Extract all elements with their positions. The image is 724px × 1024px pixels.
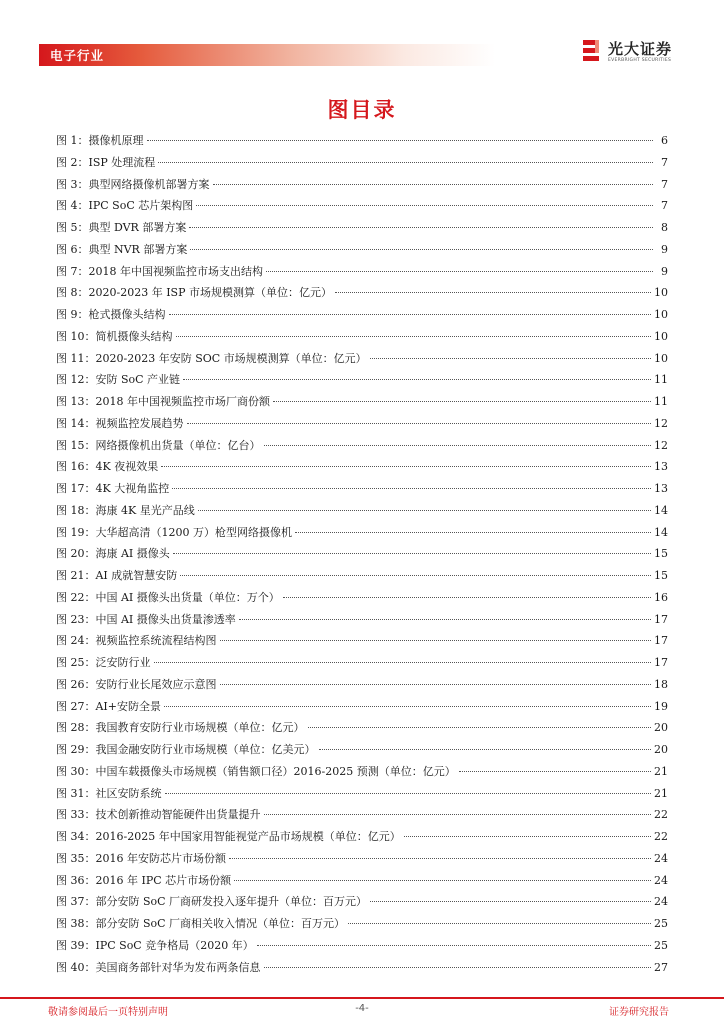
- toc-entry[interactable]: [56, 282, 668, 304]
- toc-entry-label: 图 24：视频监控系统流程结构图: [56, 634, 217, 648]
- toc-leader-dots: [459, 771, 651, 772]
- toc-leader-dots: [404, 836, 651, 837]
- toc-entry-page: 25: [654, 917, 668, 930]
- page-header: [0, 0, 724, 76]
- toc-entry-page: 8: [661, 221, 668, 234]
- toc-entry-label: 图 25：泛安防行业: [56, 656, 151, 669]
- toc-leader-dots: [190, 249, 653, 250]
- footer-disclaimer: 敬请参阅最后一页特别声明: [48, 1007, 168, 1018]
- toc-entry-page: 24: [654, 873, 668, 887]
- page-number: -4-: [355, 1003, 369, 1014]
- toc-entry-page: 10: [654, 308, 668, 321]
- toc-entry[interactable]: [56, 696, 668, 718]
- toc-entry[interactable]: [56, 826, 668, 848]
- toc-entry-label: 图 20：海康 AI 摄像头: [56, 547, 170, 561]
- toc-leader-dots: [220, 640, 652, 641]
- toc-entry[interactable]: [56, 565, 668, 587]
- toc-entry[interactable]: [56, 783, 668, 805]
- toc-entry[interactable]: [56, 717, 668, 739]
- toc-entry-page: 25: [654, 938, 668, 952]
- toc-entry[interactable]: [56, 435, 668, 457]
- toc-leader-dots: [273, 401, 651, 402]
- toc-entry-page: 14: [654, 525, 668, 539]
- toc-entry[interactable]: [56, 413, 668, 435]
- toc-entry-page: 22: [654, 808, 668, 822]
- toc-leader-dots: [308, 727, 652, 728]
- header-band: [39, 44, 495, 66]
- toc-leader-dots: [147, 140, 654, 141]
- toc-entry[interactable]: [56, 543, 668, 565]
- toc-entry-label: 图 23：中国 AI 摄像头出货量渗透率: [56, 612, 236, 626]
- toc-entry[interactable]: [56, 369, 668, 391]
- logo-name: 光大证券: [608, 40, 673, 58]
- toc-entry-label: 图 30：中国车载摄像头市场规模（销售额口径）2016-2025 预测（单位：亿元）: [56, 764, 456, 778]
- toc-entry-label: 图 22：中国 AI 摄像头出货量（单位：万个）: [56, 590, 280, 604]
- toc-leader-dots: [173, 553, 651, 554]
- footer-report-type: 证券研究报告: [609, 1007, 669, 1018]
- toc-entry-page: 12: [654, 416, 668, 430]
- toc-entry[interactable]: [56, 130, 668, 152]
- toc-entry[interactable]: [56, 957, 668, 979]
- toc-entry-label: 图 1：摄像机原理: [56, 134, 144, 147]
- toc-entry-page: 13: [654, 460, 668, 474]
- toc-leader-dots: [161, 466, 651, 467]
- toc-entry[interactable]: [56, 152, 668, 174]
- toc-entry-label: 图 17：4K 大视角监控: [56, 482, 170, 495]
- toc-leader-dots: [198, 510, 651, 511]
- toc-entry-label: 图 29：我国金融安防行业市场规模（单位：亿美元）: [56, 743, 316, 756]
- toc-entry-page: 27: [654, 960, 668, 974]
- toc-leader-dots: [187, 423, 652, 424]
- toc-leader-dots: [370, 358, 651, 359]
- toc-entry-page: 17: [654, 634, 668, 648]
- toc-entry-label: 图 9：枪式摄像头结构: [56, 308, 166, 321]
- toc-entry-label: 图 14：视频监控发展趋势: [56, 416, 184, 430]
- toc-entry[interactable]: [56, 674, 668, 696]
- toc-leader-dots: [154, 662, 652, 663]
- toc-entry[interactable]: [56, 478, 668, 500]
- toc-entry-label: 图 16：4K 夜视效果: [56, 460, 159, 474]
- toc-entry-label: 图 26：安防行业长尾效应示意图: [56, 677, 217, 691]
- toc-entry[interactable]: [56, 261, 668, 283]
- toc-leader-dots: [176, 336, 652, 337]
- toc-entry-label: 图 18：海康 4K 星光产品线: [56, 503, 195, 517]
- toc-entry-page: 9: [661, 242, 668, 256]
- toc-entry-label: 图 4：IPC SoC 芯片架构图: [56, 199, 194, 213]
- toc-entry-page: 17: [654, 656, 668, 669]
- toc-entry-label: 图 7：2018 年中国视频监控市场支出结构: [56, 264, 263, 278]
- toc-leader-dots: [370, 901, 651, 902]
- toc-entry-page: 7: [661, 177, 668, 191]
- toc-entry[interactable]: [56, 630, 668, 652]
- toc-entry-label: 图 27：AI+安防全景: [56, 699, 161, 713]
- toc-entry[interactable]: [56, 761, 668, 783]
- toc-leader-dots: [239, 619, 651, 620]
- toc-entry[interactable]: [56, 913, 668, 935]
- toc-entry-label: 图 39：IPC SoC 竞争格局（2020 年）: [56, 938, 254, 952]
- toc-entry[interactable]: [56, 891, 668, 913]
- toc-entry[interactable]: [56, 195, 668, 217]
- toc-entry-label: 图 15：网络摄像机出货量（单位：亿台）: [56, 438, 261, 452]
- toc-leader-dots: [266, 271, 653, 272]
- toc-entry-label: 图 6：典型 NVR 部署方案: [56, 242, 188, 256]
- toc-entry-label: 图 33：技术创新推动智能硬件出货量提升: [56, 808, 261, 822]
- toc-entry-page: 7: [661, 199, 668, 213]
- industry-label: 电子行业: [50, 48, 105, 63]
- toc-leader-dots: [180, 575, 651, 576]
- toc-leader-dots: [229, 858, 651, 859]
- toc-leader-dots: [234, 880, 651, 881]
- toc-entry[interactable]: [56, 870, 668, 892]
- toc-entry-label: 图 36：2016 年 IPC 芯片市场份额: [56, 873, 232, 887]
- toc-entry-page: 24: [654, 895, 668, 909]
- toc-entry-page: 10: [654, 351, 668, 365]
- toc-entry[interactable]: [56, 217, 668, 239]
- toc-entry-label: 图 5：典型 DVR 部署方案: [56, 221, 187, 234]
- toc-entry-page: 14: [654, 503, 668, 517]
- toc-leader-dots: [172, 488, 651, 489]
- toc-leader-dots: [158, 162, 653, 163]
- toc-entry-page: 22: [654, 830, 668, 843]
- toc-entry[interactable]: [56, 391, 668, 413]
- toc-leader-dots: [169, 314, 652, 315]
- toc-entry-page: 20: [654, 743, 668, 756]
- toc-entry[interactable]: [56, 522, 668, 544]
- toc-leader-dots: [189, 227, 653, 228]
- toc-entry-label: 图 11：2020-2023 年安防 SOC 市场规模测算（单位：亿元）: [56, 351, 367, 365]
- toc-leader-dots: [319, 749, 652, 750]
- company-logo: [581, 38, 691, 68]
- toc-leader-dots: [335, 292, 651, 293]
- toc-leader-dots: [196, 205, 653, 206]
- toc-entry[interactable]: [56, 804, 668, 826]
- toc-leader-dots: [183, 379, 651, 380]
- toc-entry-page: 10: [654, 329, 668, 343]
- toc-leader-dots: [164, 706, 651, 707]
- toc-entry-page: 7: [661, 155, 668, 169]
- logo-mark-icon: [581, 38, 601, 64]
- toc-entry[interactable]: [56, 304, 668, 326]
- toc-leader-dots: [264, 967, 652, 968]
- toc-leader-dots: [257, 945, 651, 946]
- toc-entry-page: 12: [654, 438, 668, 452]
- toc-entry[interactable]: [56, 500, 668, 522]
- toc-leader-dots: [165, 793, 652, 794]
- toc-entry[interactable]: [56, 174, 668, 196]
- toc-entry-page: 18: [654, 677, 668, 691]
- toc-leader-dots: [264, 445, 652, 446]
- toc-entry[interactable]: [56, 348, 668, 370]
- toc-entry-page: 6: [661, 134, 668, 147]
- footer-rule: [0, 997, 724, 999]
- toc-leader-dots: [295, 532, 651, 533]
- toc-leader-dots: [213, 184, 654, 185]
- toc-leader-dots: [283, 597, 651, 598]
- toc-entry-label: 图 21：AI 成就智慧安防: [56, 569, 178, 582]
- toc-entry-page: 11: [654, 373, 668, 387]
- toc-entry-page: 21: [654, 764, 668, 778]
- toc-entry-label: 图 10：简机摄像头结构: [56, 329, 173, 343]
- toc-leader-dots: [348, 923, 651, 924]
- toc-entry-label: 图 28：我国教育安防行业市场规模（单位：亿元）: [56, 721, 305, 735]
- toc-entry[interactable]: [56, 609, 668, 631]
- toc-entry[interactable]: [56, 848, 668, 870]
- toc-entry-label: 图 35：2016 年安防芯片市场份额: [56, 851, 226, 865]
- toc-entry-label: 图 3：典型网络摄像机部署方案: [56, 177, 210, 191]
- figure-list: [56, 130, 668, 978]
- toc-entry-label: 图 38：部分安防 SoC 厂商相关收入情况（单位：百万元）: [56, 917, 346, 930]
- toc-leader-dots: [220, 684, 652, 685]
- toc-entry[interactable]: [56, 652, 668, 674]
- toc-entry[interactable]: [56, 935, 668, 957]
- toc-entry-page: 17: [654, 612, 668, 626]
- toc-entry-label: 图 37：部分安防 SoC 厂商研发投入逐年提升（单位：百万元）: [56, 895, 368, 909]
- toc-entry-page: 13: [654, 482, 668, 495]
- toc-entry-label: 图 31：社区安防系统: [56, 786, 162, 800]
- toc-entry-label: 图 12：安防 SoC 产业链: [56, 373, 181, 387]
- toc-entry-label: 图 13：2018 年中国视频监控市场厂商份额: [56, 395, 270, 408]
- toc-entry[interactable]: [56, 239, 668, 261]
- toc-entry-page: 15: [654, 569, 668, 582]
- toc-leader-dots: [264, 814, 652, 815]
- toc-entry-page: 16: [654, 590, 668, 604]
- page-title: 图目录: [327, 98, 397, 122]
- logo-subtitle: EVERBRIGHT SECURITIES: [608, 58, 672, 63]
- toc-entry[interactable]: [56, 587, 668, 609]
- toc-entry-label: 图 8：2020-2023 年 ISP 市场规模测算（单位：亿元）: [56, 286, 332, 300]
- toc-entry-label: 图 34：2016-2025 年中国家用智能视觉产品市场规模（单位：亿元）: [56, 830, 401, 843]
- toc-entry-page: 11: [654, 395, 668, 408]
- toc-entry-label: 图 2：ISP 处理流程: [56, 155, 156, 169]
- toc-entry[interactable]: [56, 326, 668, 348]
- toc-entry-page: 21: [654, 786, 668, 800]
- toc-entry-page: 24: [654, 851, 668, 865]
- toc-entry-label: 图 40：美国商务部针对华为发布两条信息: [56, 960, 261, 974]
- toc-entry-page: 9: [661, 264, 668, 278]
- toc-entry[interactable]: [56, 456, 668, 478]
- toc-entry-page: 20: [654, 721, 668, 735]
- toc-entry-page: 10: [654, 286, 668, 300]
- toc-entry[interactable]: [56, 739, 668, 761]
- toc-entry-page: 19: [654, 699, 668, 713]
- toc-entry-label: 图 19：大华超高清（1200 万）枪型网络摄像机: [56, 525, 292, 539]
- toc-entry-page: 15: [654, 547, 668, 561]
